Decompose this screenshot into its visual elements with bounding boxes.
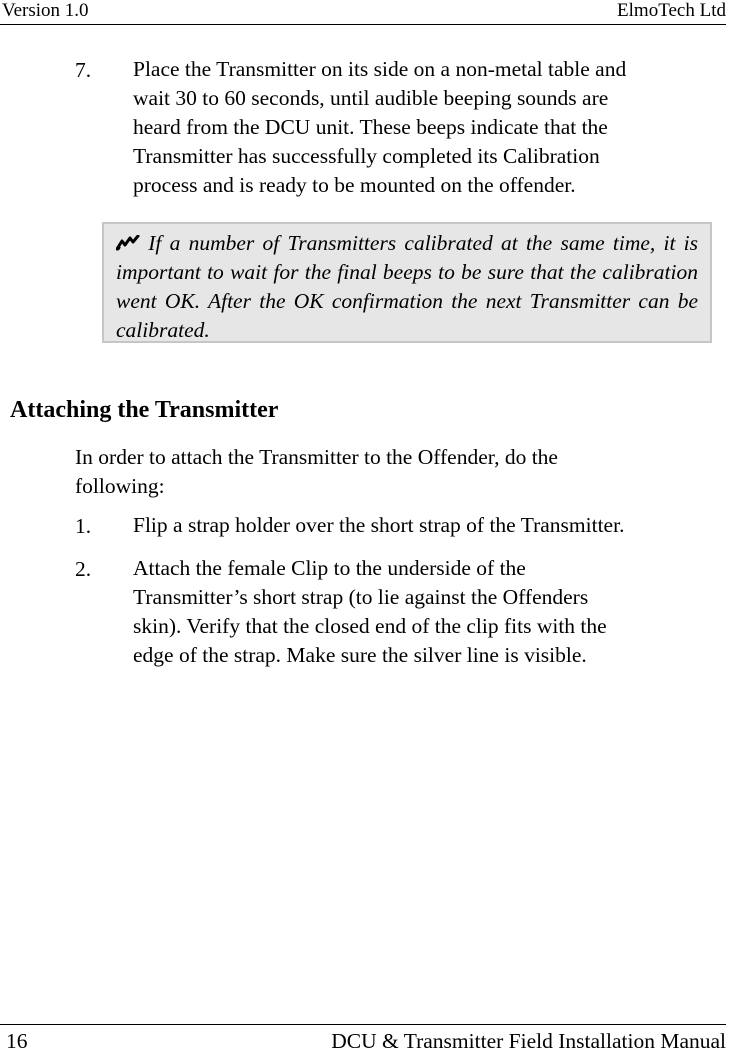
manual-title: DCU & Transmitter Field Installation Manual: [331, 1029, 726, 1053]
step-7-number: 7.: [75, 58, 92, 82]
note-text: If a number of Transmitters calibrated at the same time, it is important to wait for the final beeps to be sure that the calibration went OK. After the OK confirmation the next Transmitter can be calibrated.: [116, 231, 699, 342]
text-line: wait 30 to 60 seconds, until audible beeping sounds are: [133, 86, 609, 110]
company-name: ElmoTech Ltd: [617, 0, 726, 21]
page-number: 16: [6, 1029, 28, 1053]
step-1-number: 1.: [75, 514, 92, 538]
text-line: skin). Verify that the closed end of the clip fits with the: [133, 614, 607, 638]
section-intro: [75, 443, 635, 501]
step-7-text: [133, 55, 626, 200]
page-footer: [0, 1024, 726, 1051]
text-line: edge of the strap. Make sure the silver line is visible.: [133, 643, 587, 667]
text-line: Place the Transmitter on its side on a non-metal table and: [133, 57, 627, 81]
text-line: Transmitter has successfully completed its Calibration: [133, 144, 600, 168]
text-line: following:: [75, 474, 165, 498]
text-line: Transmitter’s short strap (to lie against the Offenders: [133, 585, 589, 609]
text-line: In order to attach the Transmitter to the Offender, do the: [75, 445, 558, 469]
note-box: [102, 222, 712, 343]
version-label: Version 1.0: [2, 0, 89, 21]
step-2-number: 2.: [75, 557, 92, 581]
page-header: [0, 0, 726, 25]
step-2-text: [133, 554, 607, 670]
text-line: process and is ready to be mounted on the offender.: [133, 173, 576, 197]
text-line: heard from the DCU unit. These beeps indicate that the: [133, 115, 608, 139]
section-heading: Attaching the Transmitter: [10, 397, 279, 423]
text-line: Flip a strap holder over the short strap of the Transmitter.: [133, 513, 625, 537]
step-1-text: [133, 511, 624, 540]
text-line: Attach the female Clip to the underside of the: [133, 556, 526, 580]
pen-note-icon: [116, 230, 140, 246]
